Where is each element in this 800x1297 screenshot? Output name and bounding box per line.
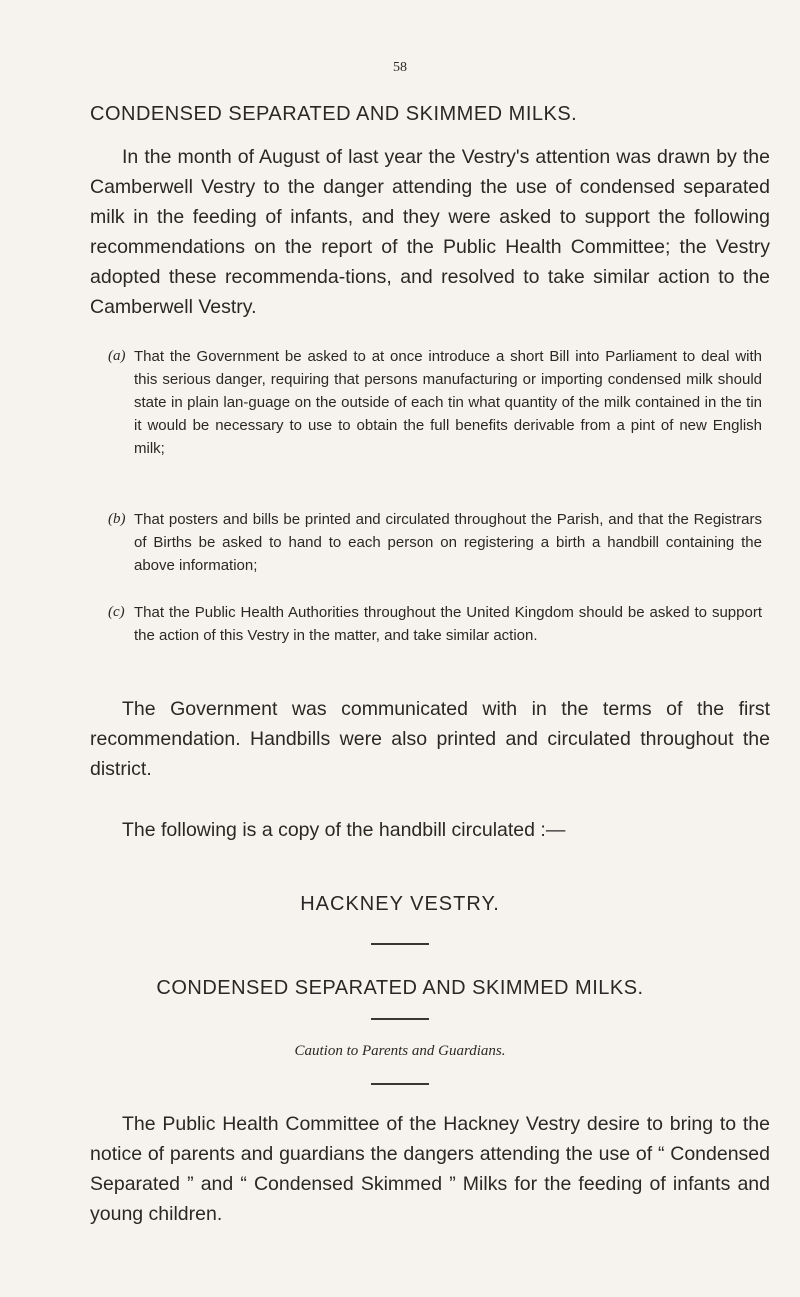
handbill-caution: Caution to Parents and Guardians. <box>294 1043 506 1059</box>
recommendation-a <box>108 345 762 460</box>
recommendation-marker: (c) <box>108 604 125 620</box>
handbill-body: The Public Health Committee of the Hackney Vestry desire to bring to the notice of parents and guardians the dangers attending the use of “ Condensed Separated ” and “ Condensed Skimmed ” Milks for the feeding of infants and young children. <box>90 1113 770 1225</box>
recommendation-text: That the Government be asked to at once introduce a short Bill into Parliament to deal with this serious danger, requiring that persons manufacturing or importing condensed milk should state in plain lan-guage on the outside of each tin what quantity of the milk contained in the tin it would be necessary to use to obtain the full benefits derivable from a pint of new English milk; <box>134 348 762 457</box>
government-paragraph: The Government was communicated with in the terms of the first recommendation. Handbills were also printed and circulated throughout the district. <box>90 698 770 780</box>
recommendation-text: That the Public Health Authorities throughout the United Kingdom should be asked to support the action of this Vestry in the matter, and take similar action. <box>134 604 762 644</box>
copy-intro: The following is a copy of the handbill circulated :— <box>122 819 566 841</box>
recommendation-marker: (b) <box>108 511 126 527</box>
divider <box>371 943 429 945</box>
page-number: 58 <box>393 60 407 75</box>
recommendation-b <box>108 508 762 577</box>
intro-paragraph: In the month of August of last year the Vestry's attention was drawn by the Camberwell Vestry to the danger attending the use of condensed separated milk in the feeding of infants, and they were asked to support the following recommendations on the report of the Public Health Committee; the Vestry adopted these recommenda-tions, and resolved to take similar action to the Camberwell Vestry. <box>90 146 770 318</box>
handbill-subtitle: CONDENSED SEPARATED AND SKIMMED MILKS. <box>156 977 644 999</box>
section-heading: CONDENSED SEPARATED AND SKIMMED MILKS. <box>90 103 578 125</box>
handbill-title: HACKNEY VESTRY. <box>300 893 500 915</box>
recommendation-c <box>108 601 762 647</box>
recommendation-marker: (a) <box>108 348 126 364</box>
recommendation-text: That posters and bills be printed and circulated throughout the Parish, and that the Registrars of Births be asked to hand to each person on registering a birth a handbill containing the above information; <box>134 511 762 574</box>
divider <box>371 1018 429 1020</box>
divider <box>371 1083 429 1085</box>
